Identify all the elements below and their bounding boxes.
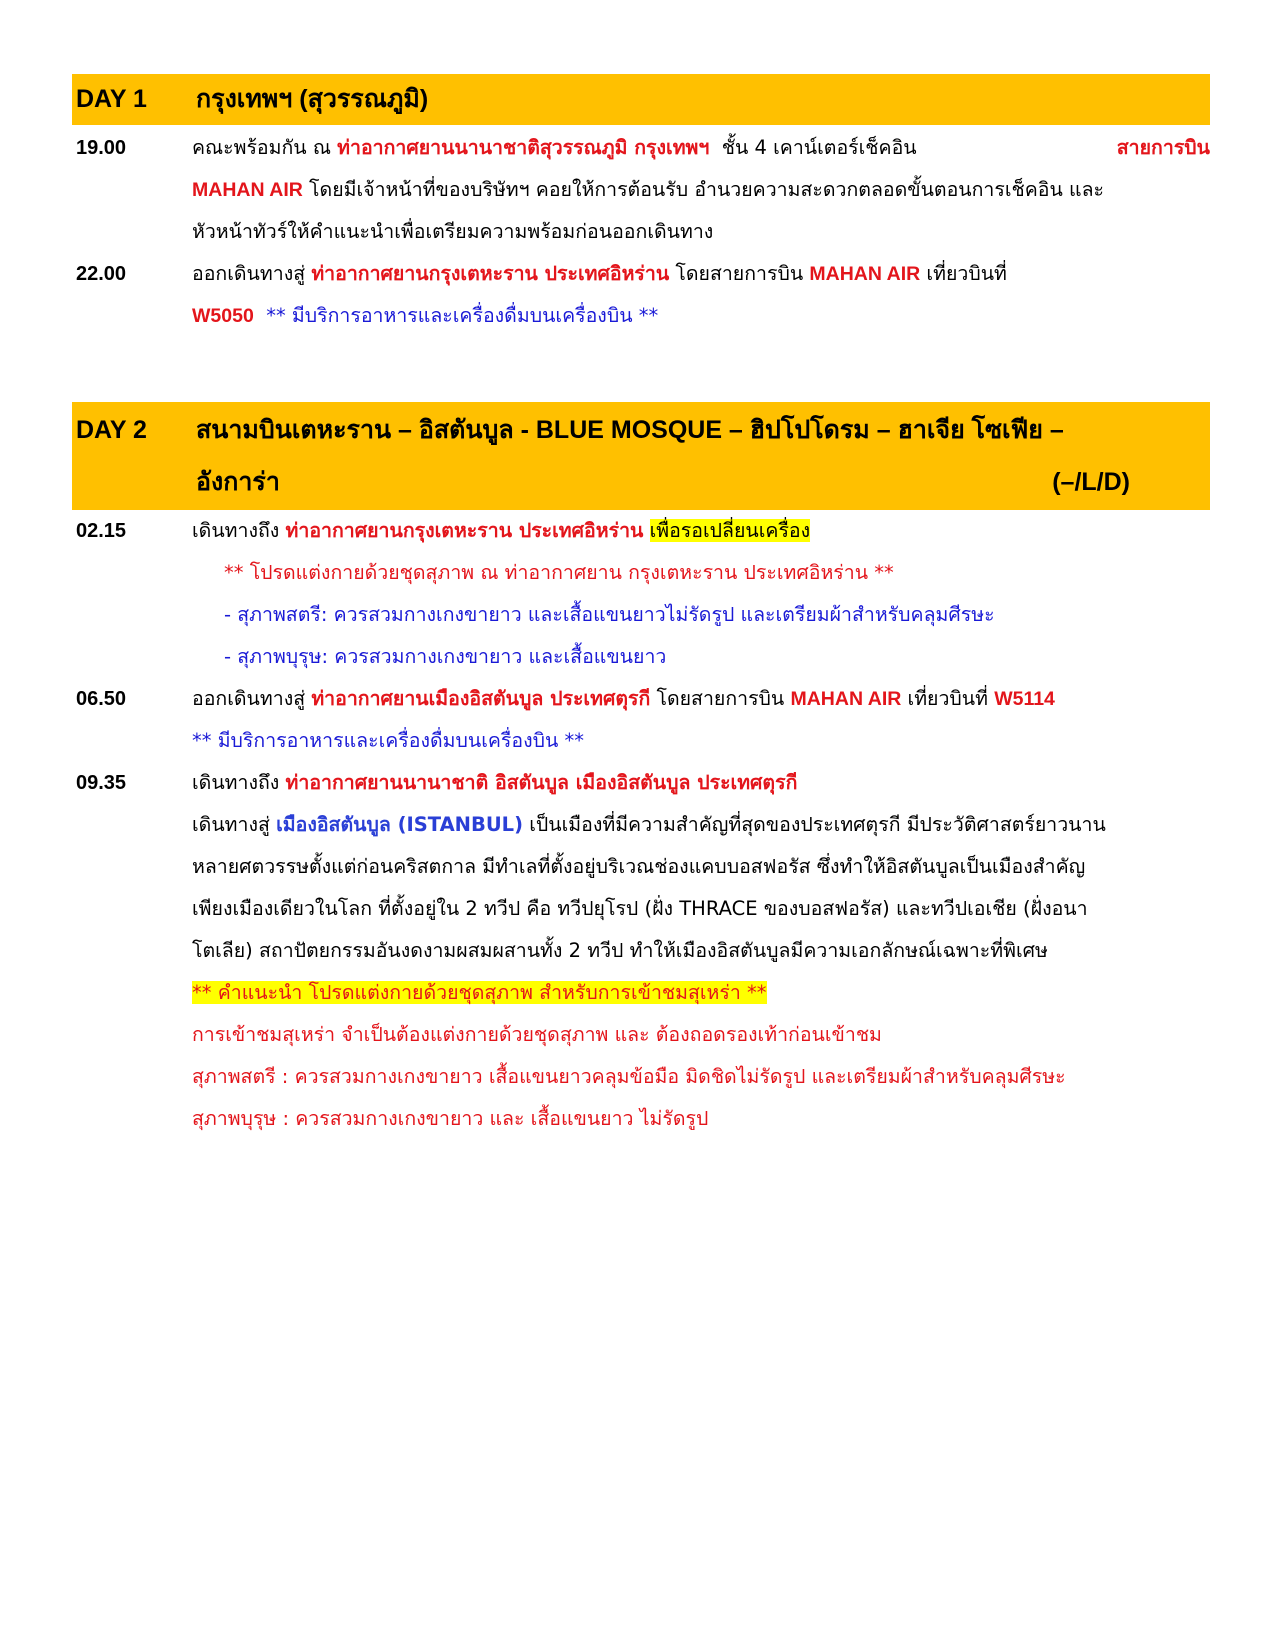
itinerary-row-0935 xyxy=(72,762,1210,1140)
advice-note: ** คำแนะนำ โปรดแต่งกายด้วยชุดสุภาพ สำหรับการเข้าชมสุเหร่า ** xyxy=(192,981,767,1004)
text-line xyxy=(192,804,1210,846)
text-segment: ชั้น 4 เคาน์เตอร์เช็คอิน xyxy=(709,136,923,159)
airport-name: ท่าอากาศยานนานาชาติสุวรรณภูมิ กรุงเทพฯ xyxy=(337,136,710,159)
meal-codes: (–/L/D) xyxy=(1052,468,1130,496)
time-label: 09.35 xyxy=(76,772,127,794)
meal-note: ** มีบริการอาหารและเครื่องดื่มบนเครื่องบิน ** xyxy=(192,729,585,752)
airport-name: ท่าอากาศยานกรุงเตหะราน ประเทศอิหร่าน xyxy=(285,519,644,542)
itinerary-page xyxy=(72,74,1210,1140)
flight-number: W5114 xyxy=(994,688,1055,710)
row-content xyxy=(192,253,1210,337)
text-segment: เที่ยวบินที่ xyxy=(920,262,1007,285)
text-segment: คณะพร้อมกัน ณ xyxy=(192,136,338,159)
dress-note-women: - สุภาพสตรี: ควรสวมกางเกงขายาว และเสื้อแขนยาวไม่รัดรูป และเตรียมผ้าสำหรับคลุมศีรษะ xyxy=(224,603,995,626)
itinerary-row-2200 xyxy=(72,253,1210,337)
text-segment: ออกเดินทางสู่ xyxy=(192,262,312,285)
airline-name: MAHAN AIR xyxy=(809,263,921,285)
text-segment: เดินทางถึง xyxy=(192,519,286,542)
day2-destination: อังการ่า xyxy=(196,468,280,496)
time-label: 22.00 xyxy=(76,263,127,285)
day2-title-line1: สนามบินเตหะราน – อิสตันบูล - BLUE MOSQUE – ฮิปโปโดรม – ฮาเจีย โซเฟีย – xyxy=(196,416,1064,444)
city-name: เมืองอิสตันบูล (ISTANBUL) xyxy=(276,813,524,836)
meal-note: ** มีบริการอาหารและเครื่องดื่มบนเครื่องบิน ** xyxy=(253,304,659,327)
airport-name: ท่าอากาศยานนานาชาติ อิสตันบูล เมืองอิสตันบูล ประเทศตุรกี xyxy=(285,771,798,794)
row-content xyxy=(192,678,1210,762)
highlighted-text: เพื่อรอเปลี่ยนเครื่อง xyxy=(649,519,811,542)
text-line xyxy=(192,295,1210,337)
text-line xyxy=(192,762,1210,804)
day2-label: DAY 2 xyxy=(76,416,147,444)
day1-header xyxy=(72,74,1210,125)
day2-title-line2 xyxy=(196,456,1210,508)
row-content xyxy=(192,762,1210,1140)
dress-note-men: - สุภาพบุรุษ: ควรสวมกางเกงขายาว และเสื้อแขนยาว xyxy=(224,645,667,668)
text-segment: เดินทางสู่ xyxy=(192,813,277,836)
advice-line xyxy=(192,972,1210,1014)
day2-header xyxy=(72,402,1210,510)
airline-label: สายการบิน xyxy=(1116,136,1210,159)
mosque-rule-men: สุภาพบุรุษ : ควรสวมกางเกงขายาว และ เสื้อแขนยาว ไม่รัดรูป xyxy=(192,1107,709,1130)
airline-name: MAHAN AIR xyxy=(790,688,902,710)
time-label: 02.15 xyxy=(76,520,127,542)
day1-label: DAY 1 xyxy=(76,85,147,113)
text-line xyxy=(192,253,1210,295)
text-segment: เดินทางถึง xyxy=(192,771,286,794)
text-line: เพียงเมืองเดียวในโลก ที่ตั้งอยู่ใน 2 ทวีป คือ ทวีปยุโรป (ฝั่ง THRACE ของบอสฟอรัส) และทวีปเอเชีย (ฝั่งอนา xyxy=(192,897,1088,920)
day2-title xyxy=(196,404,1210,508)
text-line xyxy=(192,169,1210,211)
airline-name: MAHAN AIR xyxy=(192,179,303,201)
time-label: 19.00 xyxy=(76,137,127,159)
mosque-rule: การเข้าชมสุเหร่า จำเป็นต้องแต่งกายด้วยชุดสุภาพ และ ต้องถอดรองเท้าก่อนเข้าชม xyxy=(192,1023,882,1046)
itinerary-row-0215 xyxy=(72,510,1210,678)
text-segment xyxy=(643,519,649,542)
text-line: หลายศตวรรษตั้งแต่ก่อนคริสตกาล มีทำเลที่ตั้งอยู่บริเวณช่องแคบบอสฟอรัส ซึ่งทำให้อิสตันบูลเป็นเมืองสำคัญ xyxy=(192,855,1086,878)
text-line xyxy=(192,127,1210,169)
airport-name: ท่าอากาศยานเมืองอิสตันบูล ประเทศตุรกี xyxy=(311,687,651,710)
airport-name: ท่าอากาศยานกรุงเตหะราน ประเทศอิหร่าน xyxy=(311,262,670,285)
flight-number: W5050 xyxy=(192,305,254,327)
text-line xyxy=(192,510,1210,552)
mosque-rule-women: สุภาพสตรี : ควรสวมกางเกงขายาว เสื้อแขนยาวคลุมข้อมือ มิดชิดไม่รัดรูป และเตรียมผ้าสำหรับคลุมศีรษะ xyxy=(192,1065,1066,1088)
text-segment: เที่ยวบินที่ xyxy=(901,687,995,710)
text-line xyxy=(192,678,1210,720)
time-label: 06.50 xyxy=(76,688,127,710)
row-content xyxy=(192,510,1210,678)
text-line: โตเลีย) สถาปัตยกรรมอันงดงามผสมผสานทั้ง 2 ทวีป ทำให้เมืองอิสตันบูลมีความเอกลักษณ์เฉพาะที่พิเศษ xyxy=(192,939,1048,962)
text-segment: เป็นเมืองที่มีความสำคัญที่สุดของประเทศตุรกี มีประวัติศาสตร์ยาวนาน xyxy=(523,813,1106,836)
row-content xyxy=(192,127,1210,253)
text-segment: ออกเดินทางสู่ xyxy=(192,687,312,710)
day1-title: กรุงเทพฯ (สุวรรณภูมิ) xyxy=(196,85,429,113)
text-segment: โดยสายการบิน xyxy=(669,262,810,285)
text-segment: โดยมีเจ้าหน้าที่ของบริษัทฯ คอยให้การต้อนรับ อำนวยความสะดวกตลอดขั้นตอนการเช็คอิน และ xyxy=(302,178,1105,201)
itinerary-row-0650 xyxy=(72,678,1210,762)
text-line: หัวหน้าทัวร์ให้คำแนะนำเพื่อเตรียมความพร้อมก่อนออกเดินทาง xyxy=(192,220,714,243)
dress-note: ** โปรดแต่งกายด้วยชุดสุภาพ ณ ท่าอากาศยาน กรุงเตหะราน ประเทศอิหร่าน ** xyxy=(224,561,894,584)
text-segment: โดยสายการบิน xyxy=(650,687,791,710)
itinerary-row-1900 xyxy=(72,127,1210,253)
